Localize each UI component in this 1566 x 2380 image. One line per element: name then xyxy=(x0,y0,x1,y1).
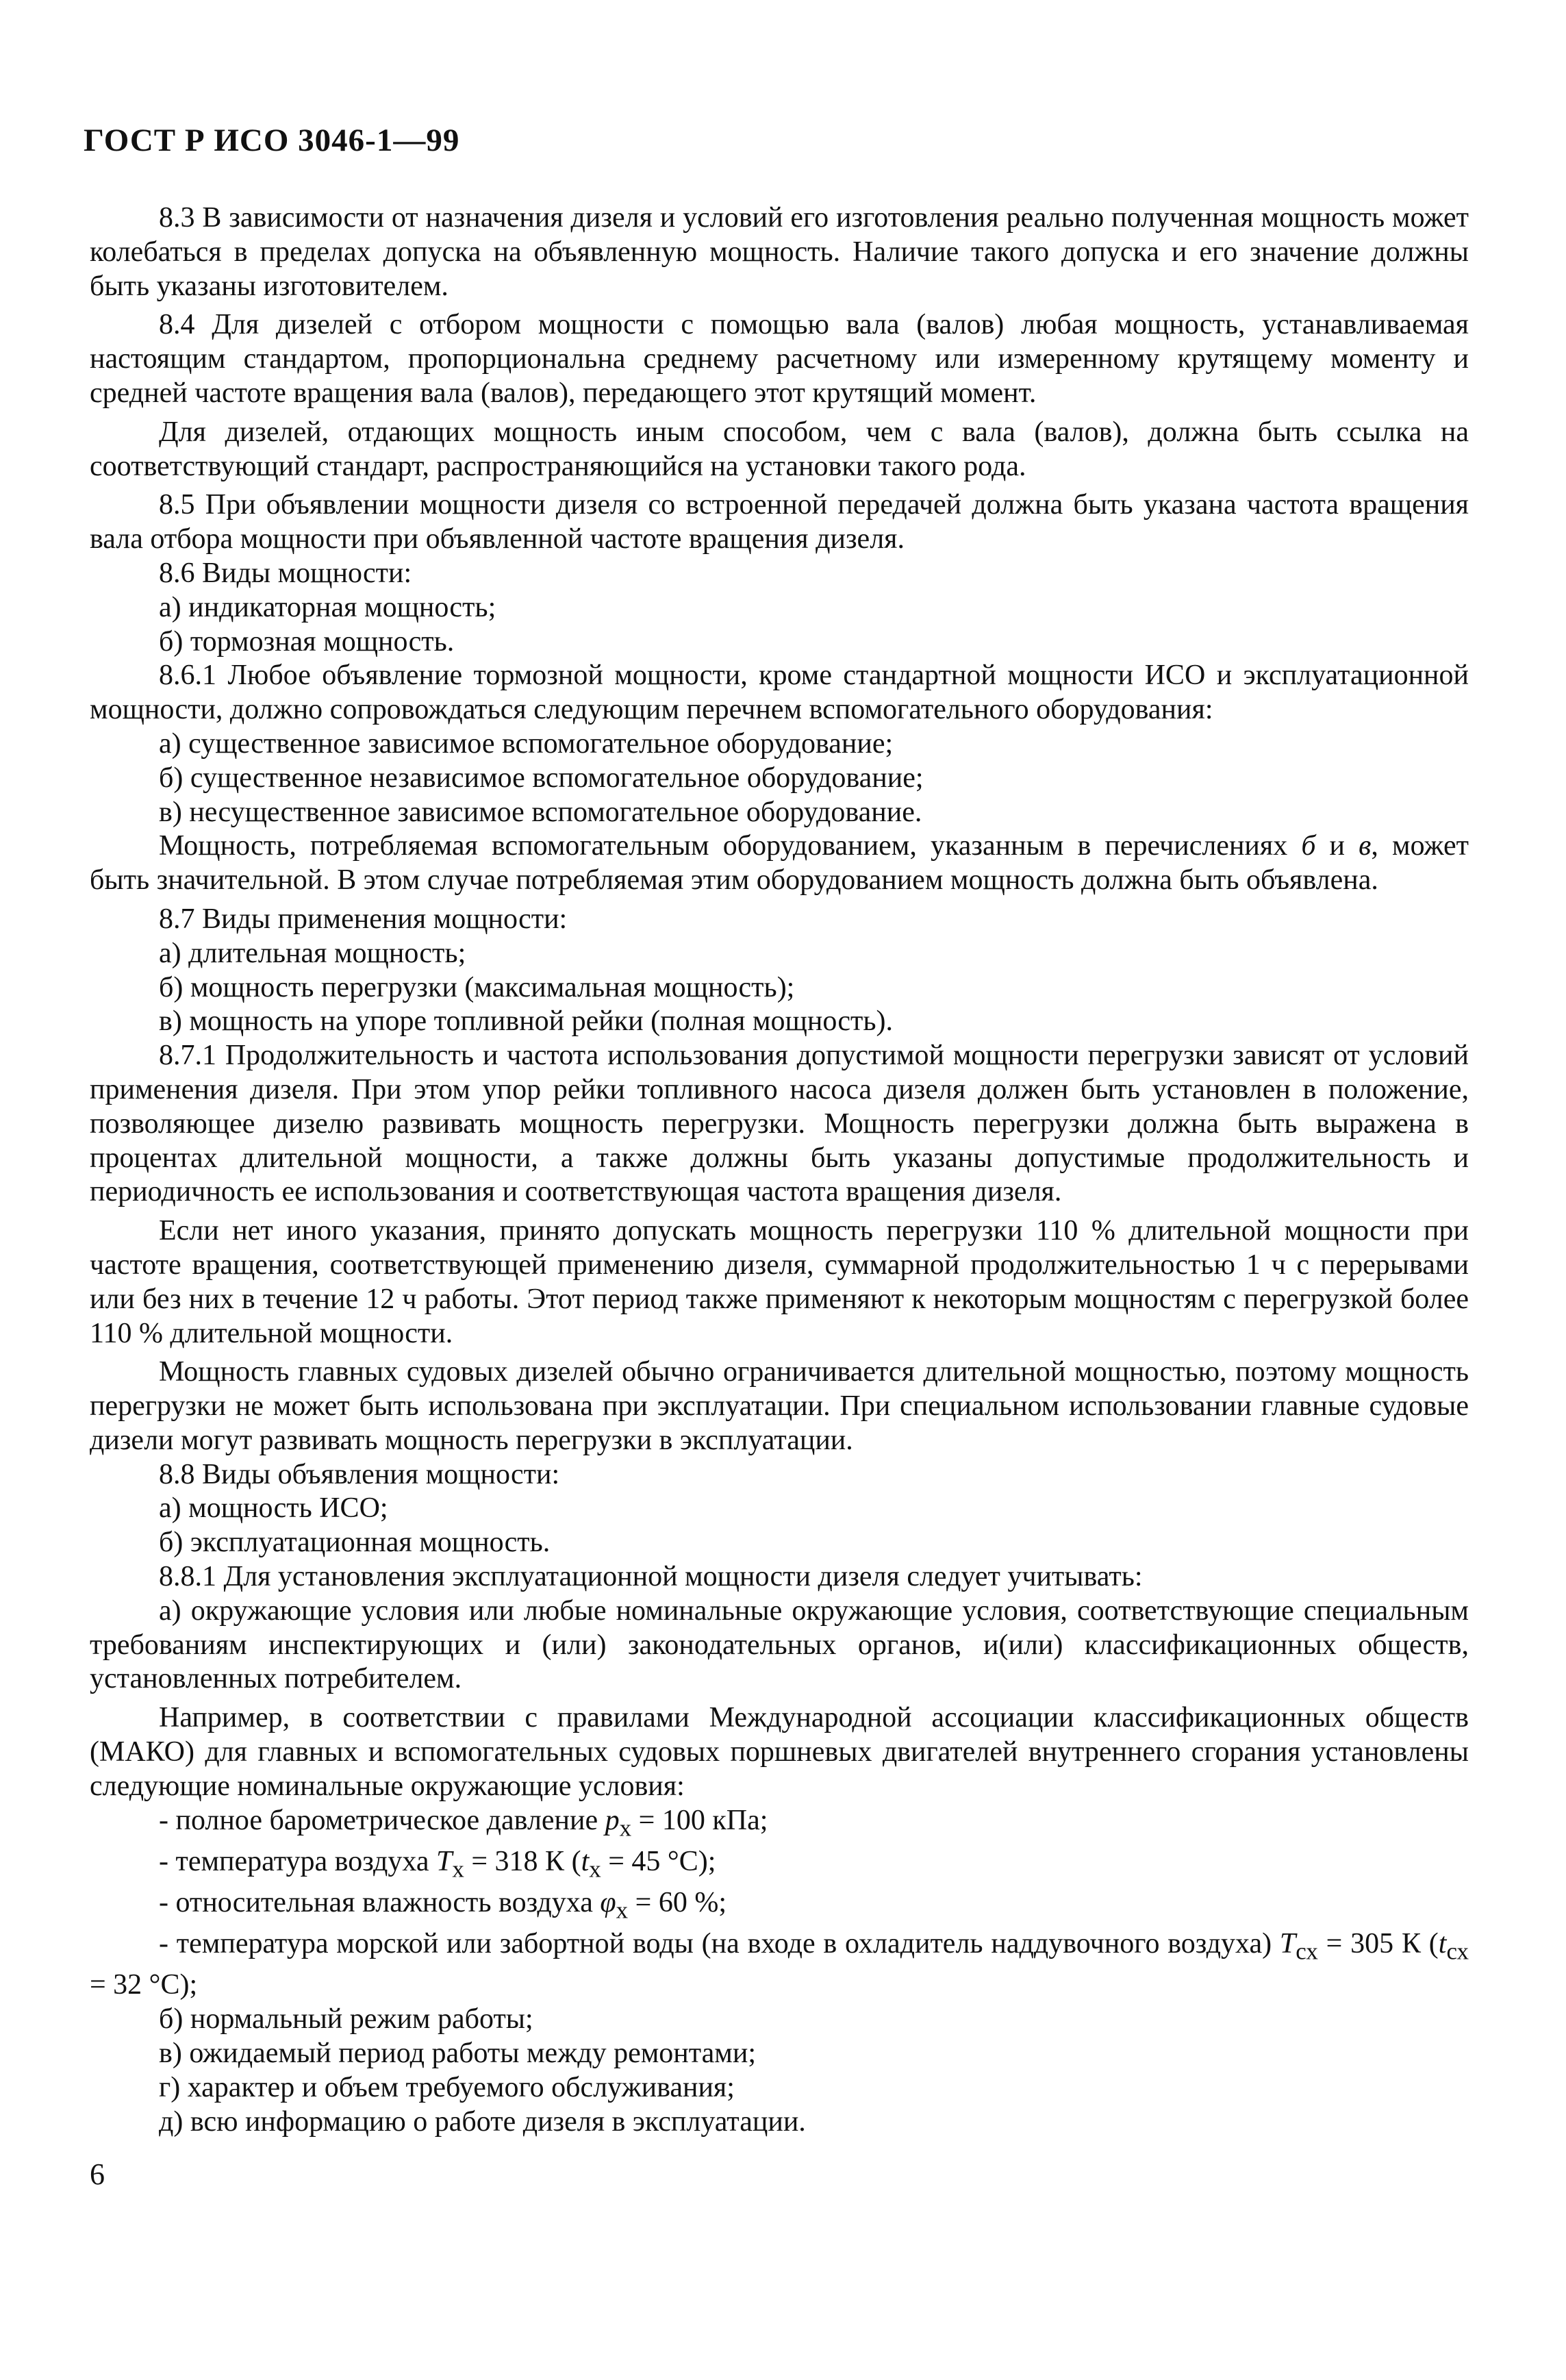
list-item: в) мощность на упоре топливной рейки (полная мощность). xyxy=(159,1005,894,1038)
condition-air-temperature: - температура воздуха $T_x = 318$ К ($t_x = 45$ °С); xyxy=(159,1845,716,1883)
list-item: б) эксплуатационная мощность. xyxy=(159,1527,551,1559)
list-item: б) мощность перегрузки (максимальная мощность); xyxy=(159,971,795,1003)
clause-8-3: 8.3 В зависимости от назначения дизеля и условий его изготовления реально полученная мощность может колебаться в пределах допуска на объявленную мощность. Наличие такого допуска и его значение должны быть указаны изготовителем. xyxy=(90,202,1469,302)
list-item: б) тормозная мощность. xyxy=(159,625,455,657)
list-item: а) длительная мощность; xyxy=(159,937,466,969)
condition-water-temperature: - температура морской или забортной воды (на входе в охладитель наддувочного воздуха) $T_{сх} = 305$ К ($t_{сх} = 32$ °С); xyxy=(90,1928,1469,2001)
list-item: в) ожидаемый период работы между ремонтами; xyxy=(159,2038,757,2069)
clause-8-5: 8.5 При объявлении мощности дизеля со встроенной передачей должна быть указана частота вращения вала отбора мощности при объявленной частоте вращения дизеля. xyxy=(90,489,1469,555)
overload-default-note: Если нет иного указания, принято допускать мощность перегрузки 110 % длительной мощности при частоте вращения, соответствующей применению дизеля, суммарной продолжительностью 1 ч с перерывами или без них в течение 12 ч работы. Этот период также применяют к некоторым мощностям с перегрузкой более 110 % длительной мощности. xyxy=(90,1215,1469,1349)
list-item: а) окружающие условия или любые номинальные окружающие условия, соответствующие специальным требованиям инспектирующих и (или) законодательных органов, и(или) классификационных обществ, установленных потребителем. xyxy=(90,1594,1469,1695)
clause-8-8: 8.8 Виды объявления мощности: xyxy=(159,1458,560,1490)
marine-diesel-note: Мощность главных судовых дизелей обычно ограничивается длительной мощностью, поэтому мощность перегрузки не может быть использована при эксплуатации. При специальном использовании главные судовые дизели могут развивать мощность перегрузки в эксплуатации. xyxy=(90,1356,1469,1456)
document-code-header: ГОСТ Р ИСО 3046-1—99 xyxy=(84,123,460,158)
clause-8-7-1: 8.7.1 Продолжительность и частота использования допустимой мощности перегрузки зависят от условий применения дизеля. При этом упор рейки топливного насоса дизеля должен быть установлен в положение, позволяющее дизелю развивать мощность перегрузки. Мощность перегрузки должна быть выражена в процентах длительной мощности, а также должны быть указаны допустимые продолжительность и периодичность ее использования и соответствующая частота вращения дизеля. xyxy=(90,1040,1469,1208)
list-item: а) существенное зависимое вспомогательное оборудование; xyxy=(159,727,894,760)
clause-8-8-1: 8.8.1 Для установления эксплуатационной мощности дизеля следует учитывать: xyxy=(159,1561,1143,1593)
condition-humidity: - относительная влажность воздуха $\varphi_x = 60$ %; xyxy=(159,1887,727,1924)
list-item: д) всю информацию о работе дизеля в эксплуатации. xyxy=(159,2105,806,2138)
list-item: б) нормальный режим работы; xyxy=(159,2003,533,2035)
list-item: а) мощность ИСО; xyxy=(159,1492,388,1525)
document-body xyxy=(90,201,1469,2139)
list-item: в) несущественное зависимое вспомогательное оборудование. xyxy=(159,796,922,828)
clause-8-7: 8.7 Виды применения мощности: xyxy=(159,903,568,935)
clause-8-6-1: 8.6.1 Любое объявление тормозной мощности, кроме стандартной мощности ИСО и эксплуатационной мощности, должно сопровождаться следующим перечнем вспомогательного оборудования: xyxy=(90,660,1469,726)
clause-8-6: 8.6 Виды мощности: xyxy=(159,557,412,589)
list-item: б) существенное независимое вспомогательное оборудование; xyxy=(159,762,924,794)
iacs-example: Например, в соответствии с правилами Международной ассоциации классификационных обществ (МАКО) для главных и вспомогательных судовых поршневых двигателей внутреннего сгорания установлены следующие номинальные окружающие условия: xyxy=(90,1702,1469,1802)
list-item: г) характер и объем требуемого обслуживания; xyxy=(159,2071,735,2103)
clause-8-4: 8.4 Для дизелей с отбором мощности с помощью вала (валов) любая мощность, устанавливаемая настоящим стандартом, пропорциональна среднему расчетному или измеренному крутящему моменту и средней частоте вращения вала (валов), передающего этот крутящий момент. xyxy=(90,309,1469,409)
list-item: а) индикаторная мощность; xyxy=(159,591,496,623)
clause-8-4-note: Для дизелей, отдающих мощность иным способом, чем с вала (валов), должна быть ссылка на соответствующий стандарт, распространяющийся на установки такого рода. xyxy=(90,416,1469,482)
auxiliary-power-note: Мощность, потребляемая вспомогательным оборудованием, указанным в перечислениях б и в, может быть значительной. В этом случае потребляемая этим оборудованием мощность должна быть объявлена. xyxy=(90,830,1469,897)
condition-pressure: - полное барометрическое давление $p_x = 100$ кПа; xyxy=(159,1804,768,1842)
page-number: 6 xyxy=(90,2157,105,2191)
